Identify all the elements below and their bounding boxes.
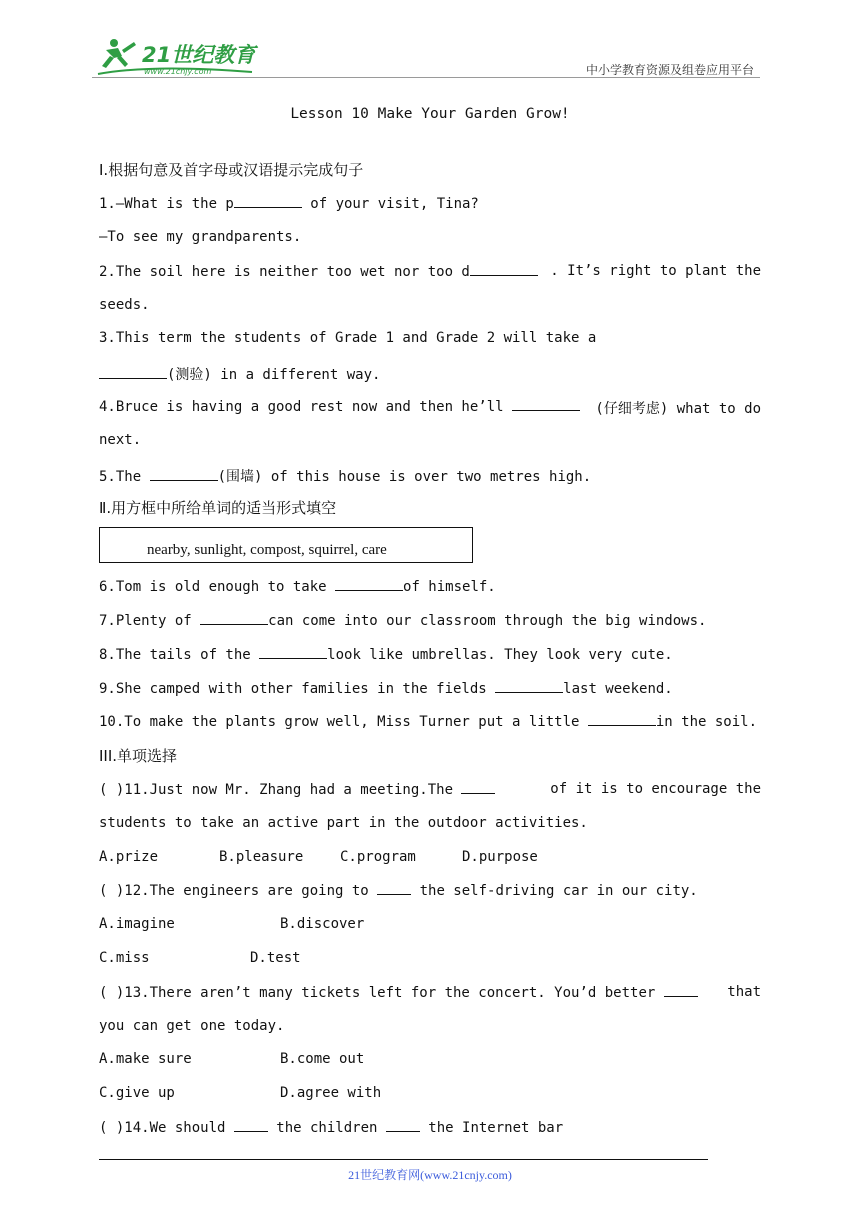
option-b[interactable]: B.pleasure <box>219 849 304 865</box>
footer-divider <box>99 1159 708 1160</box>
question-1-response: —To see my grandparents. <box>99 229 302 245</box>
answer-blank[interactable] <box>335 578 403 591</box>
answer-blank[interactable] <box>512 398 580 411</box>
question-6: 6.Tom is old enough to take of himself. <box>99 579 496 595</box>
answer-blank[interactable] <box>470 263 538 276</box>
section-heading-1: Ⅰ.根据句意及首字母或汉语提示完成句子 <box>99 161 364 179</box>
answer-blank[interactable] <box>664 984 698 997</box>
platform-name: 中小学教育资源及组卷应用平台 <box>585 63 754 77</box>
answer-blank[interactable] <box>377 882 411 895</box>
question-11: ( )11.Just now Mr. Zhang had a meeting.The of it is to encourage the <box>99 781 761 798</box>
option-d[interactable]: D.purpose <box>462 849 538 865</box>
option-d[interactable]: D.test <box>250 950 301 966</box>
question-3: 3.This term the students of Grade 1 and Grade 2 will take a <box>99 330 597 346</box>
question-2-cont: seeds. <box>99 297 150 313</box>
logo-url: www.21cnjy.com <box>144 67 212 76</box>
answer-blank[interactable] <box>150 468 218 481</box>
question-10: 10.To make the plants grow well, Miss Turner put a little in the soil. <box>99 714 758 730</box>
option-a[interactable]: A.imagine <box>99 916 175 932</box>
option-d[interactable]: D.agree with <box>280 1085 382 1101</box>
word-list: nearby, sunlight, compost, squirrel, care <box>147 542 387 558</box>
option-b[interactable]: B.discover <box>280 916 365 932</box>
option-a[interactable]: A.make sure <box>99 1051 192 1067</box>
question-8: 8.The tails of the look like umbrellas. They look very cute. <box>99 647 673 663</box>
answer-blank[interactable] <box>495 680 563 693</box>
answer-blank[interactable] <box>99 366 167 379</box>
question-2: 2.The soil here is neither too wet nor too d . It’s right to plant the <box>99 263 761 280</box>
option-a[interactable]: A.prize <box>99 849 159 865</box>
option-c[interactable]: C.give up <box>99 1085 175 1101</box>
word-box <box>99 527 473 563</box>
question-12: ( )12.The engineers are going to the self-driving car in our city. <box>99 883 698 899</box>
answer-blank[interactable] <box>200 612 268 625</box>
site-logo <box>92 34 262 78</box>
section-heading-2: Ⅱ.用方框中所给单词的适当形式填空 <box>99 499 337 517</box>
logo-text: 21世纪教育 <box>142 43 256 67</box>
question-4: 4.Bruce is having a good rest now and then he’ll (仔细考虑) what to do <box>99 399 761 417</box>
question-11-cont: students to take an active part in the outdoor activities. <box>99 815 588 831</box>
answer-blank[interactable] <box>588 713 656 726</box>
question-3-cont: (测验) in a different way. <box>99 364 380 384</box>
question-13-cont: you can get one today. <box>99 1018 285 1034</box>
page-footer: 21世纪教育网(www.21cnjy.com) <box>348 1168 512 1182</box>
question-7: 7.Plenty of can come into our classroom through the big windows. <box>99 613 707 629</box>
lesson-title: Lesson 10 Make Your Garden Grow! <box>290 106 570 122</box>
answer-blank[interactable] <box>259 646 327 659</box>
section-heading-3: III.单项选择 <box>99 747 178 765</box>
question-1: 1.—What is the p of your visit, Tina? <box>99 196 479 212</box>
answer-blank[interactable] <box>461 781 495 794</box>
option-b[interactable]: B.come out <box>280 1051 365 1067</box>
question-5: 5.The (围墙) of this house is over two metres high. <box>99 469 592 485</box>
question-14: ( )14.We should the children the Internet bar <box>99 1120 564 1136</box>
question-13: ( )13.There aren’t many tickets left for the concert. You’d better that <box>99 984 761 1001</box>
header-divider <box>92 77 760 78</box>
runner-icon <box>102 39 136 68</box>
answer-blank[interactable] <box>234 1119 268 1132</box>
page-header <box>92 34 760 78</box>
answer-blank[interactable] <box>386 1119 420 1132</box>
question-9: 9.She camped with other families in the fields last weekend. <box>99 681 673 697</box>
question-4-cont: next. <box>99 432 142 448</box>
answer-blank[interactable] <box>234 195 302 208</box>
option-c[interactable]: C.miss <box>99 950 150 966</box>
option-c[interactable]: C.program <box>340 849 416 865</box>
